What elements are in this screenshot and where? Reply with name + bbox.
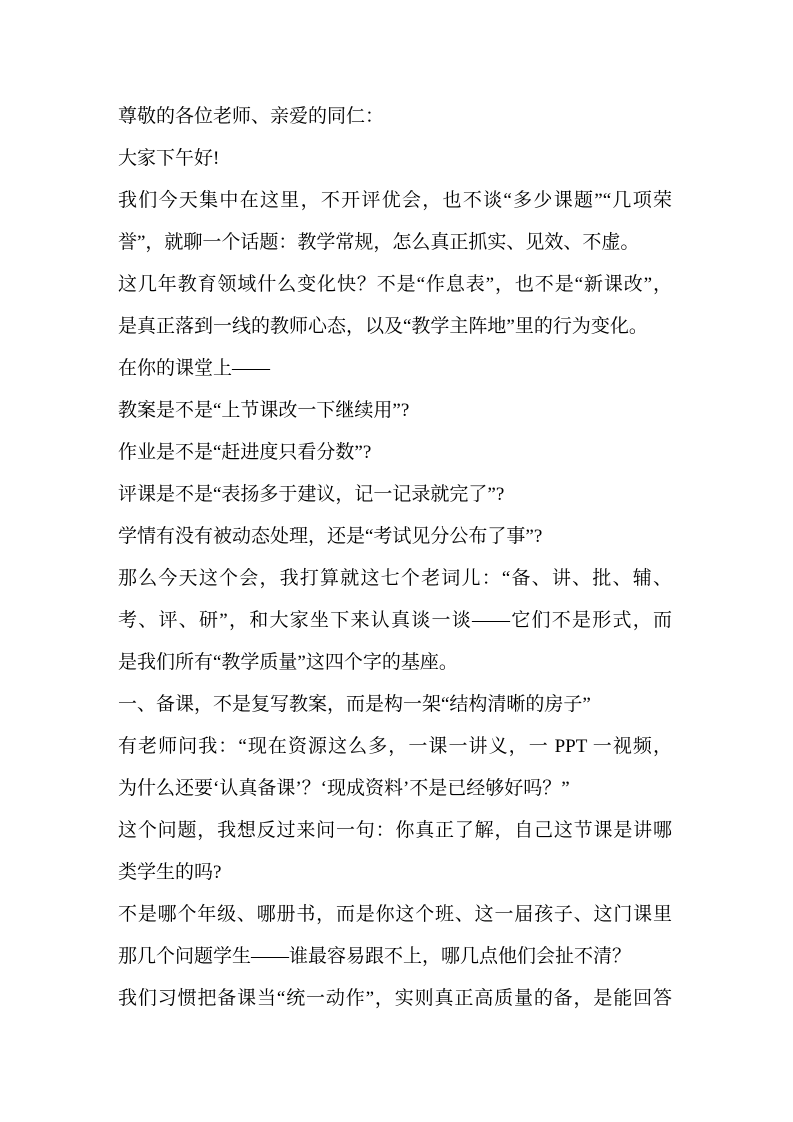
text-line: 誉”，就聊一个话题：教学常规，怎么真正抓实、见效、不虚。 [118,232,640,253]
text-line: 学情有没有被动态处理，还是“考试见分公布了事”? [118,526,543,547]
text-line: 我们今天集中在这里，不开评优会，也不谈“多少课题”“几项荣 [118,190,672,211]
document-text-block [118,96,672,1020]
text-line: 那么今天这个会，我打算就这七个老词儿：“备、讲、批、辅、 [118,568,672,589]
text-line: 不是哪个年级、哪册书，而是你这个班、这一届孩子、这门课里 [118,904,672,925]
text-line: 那几个问题学生——谁最容易跟不上，哪几点他们会扯不清？ [118,946,632,967]
text-line: 评课是不是“表扬多于建议，记一记录就完了”? [118,484,505,505]
text-line: 教案是不是“上节课改一下继续用”? [118,400,410,421]
text-line: 作业是不是“赶进度只看分数”? [118,442,372,463]
text-line: 尊敬的各位老师、亲爱的同仁： [118,106,385,127]
text-line: 类学生的吗? [118,862,222,883]
text-line: 考、评、研”，和大家坐下来认真谈一谈——它们不是形式，而 [118,610,672,631]
text-line: 有老师问我：“现在资源这么多，一课一讲义，一 PPT 一视频， [118,736,672,757]
text-line: 是真正落到一线的教师心态，以及“教学主阵地”里的行为变化。 [118,316,648,337]
text-line: 这个问题，我想反过来问一句：你真正了解，自己这节课是讲哪 [118,820,672,841]
text-line: 我们习惯把备课当“统一动作”，实则真正高质量的备，是能回答 [118,988,672,1009]
text-line: 一、备课，不是复写教案，而是构一架“结构清晰的房子” [118,694,591,715]
text-line: 这几年教育领域什么变化快？不是“作息表”，也不是“新课改”， [118,274,672,295]
text-line: 大家下午好! [118,148,220,169]
text-line: 为什么还要‘认真备课’？‘现成资料’不是已经够好吗？” [118,778,570,799]
text-line: 是我们所有“教学质量”这四个字的基座。 [118,652,458,673]
text-line: 在你的课堂上—— [118,358,271,379]
